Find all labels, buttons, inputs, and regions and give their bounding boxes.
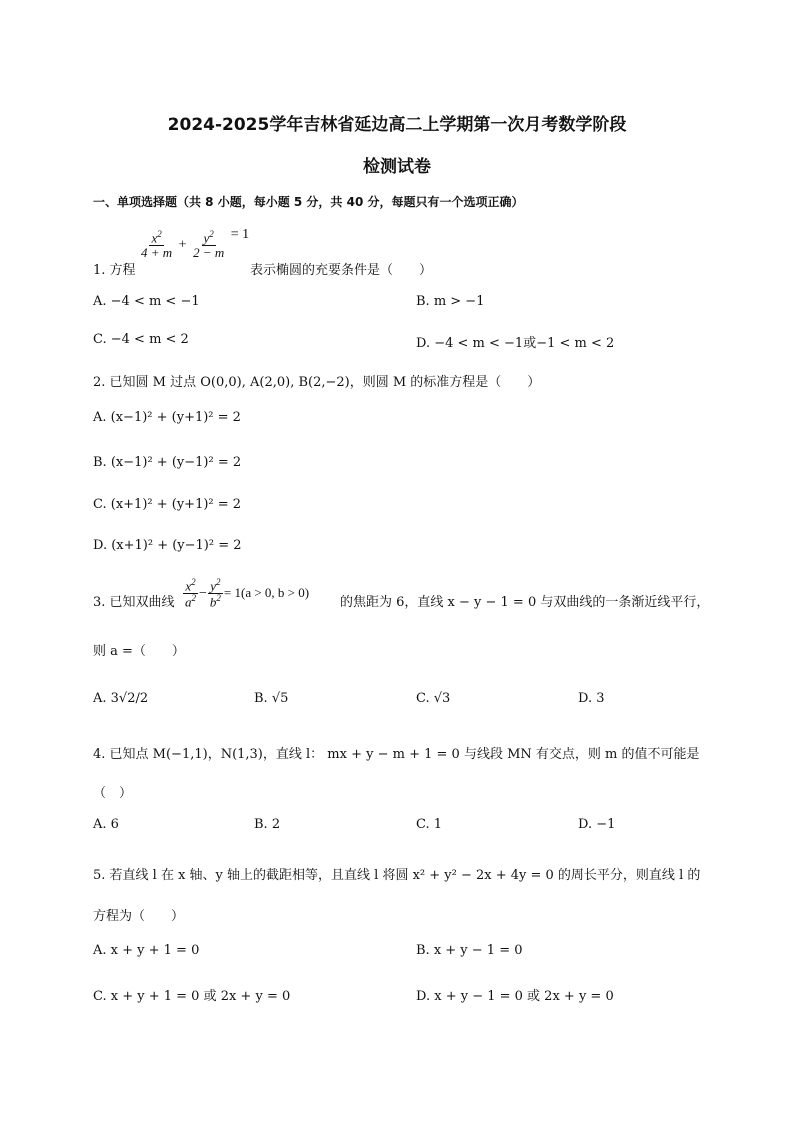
page-title: 2024-2025学年吉林省延边高二上学期第一次月考数学阶段 <box>167 115 627 135</box>
q2-option-b: B. (x−1)² + (y−1)² = 2 <box>93 455 242 470</box>
question-1 <box>93 232 136 278</box>
question-5: 5. 若直线 l 在 x 轴、y 轴上的截距相等，且直线 l 将圆 x² + y² − 2x + 4y = 0 的周长平分，则直线 l 的 <box>93 868 701 883</box>
q4-option-d: D. −1 <box>578 817 616 832</box>
q3-option-a: A. 3√2/2 <box>93 691 149 706</box>
q5-option-c: C. x + y + 1 = 0 或 2x + y = 0 <box>93 989 291 1004</box>
q4-option-c: C. 1 <box>416 817 443 832</box>
q3-suffix: 的焦距为 6，直线 x − y − 1 = 0 与双曲线的一条渐近线平行， <box>340 595 710 610</box>
q1-prefix: 1. 方程 <box>93 263 136 278</box>
q1-option-a: A. −4 < m < −1 <box>93 294 200 309</box>
q4-line2: （ ） <box>93 786 133 801</box>
question-2: 2. 已知圆 M 过点 O(0,0), A(2,0), B(2,−2)，则圆 M 的标准方程是（ ） <box>93 375 541 390</box>
q3-prefix: 3. 已知双曲线 <box>93 595 175 610</box>
section-heading: 一、单项选择题（共 8 小题，每小题 5 分，共 40 分，每题只有一个选项正确） <box>93 195 524 209</box>
question-4: 4. 已知点 M(−1,1)，N(1,3)，直线 l： mx + y − m + 1 = 0 与线段 MN 有交点，则 m 的值不可能是 <box>93 747 700 762</box>
q4-option-b: B. 2 <box>254 817 281 832</box>
q3-option-c: C. √3 <box>416 691 451 706</box>
q2-option-d: D. (x+1)² + (y−1)² = 2 <box>93 538 242 553</box>
q3-option-b: B. √5 <box>254 691 289 706</box>
q1-option-b: B. m > −1 <box>416 294 485 309</box>
q1-option-d: D. −4 < m < −1或−1 < m < 2 <box>416 336 615 351</box>
q3-formula: $\frac{x^2}{a^2}$ − $\frac{y^2}{b^2}$ = 1(a > 0, b > 0) <box>185 577 310 610</box>
q5-option-b: B. x + y − 1 = 0 <box>416 943 523 958</box>
q1-formula: $\frac{x^2}{4 + m}$ + $\frac{y^2}{2 - m}$ = 1 <box>141 227 250 260</box>
q1-suffix: 表示椭圆的充要条件是（ ） <box>250 263 433 278</box>
page-title-line2: 检测试卷 <box>363 157 431 177</box>
q2-option-a: A. (x−1)² + (y+1)² = 2 <box>93 410 241 425</box>
q3-option-d: D. 3 <box>578 691 605 706</box>
q2-option-c: C. (x+1)² + (y+1)² = 2 <box>93 497 242 512</box>
q5-option-a: A. x + y + 1 = 0 <box>93 943 200 958</box>
q5-line2: 方程为（ ） <box>93 909 185 924</box>
q1-option-c: C. −4 < m < 2 <box>93 332 189 347</box>
q5-option-d: D. x + y − 1 = 0 或 2x + y = 0 <box>416 989 614 1004</box>
q4-option-a: A. 6 <box>93 817 119 832</box>
q3-line2: 则 a =（ ） <box>93 644 185 659</box>
